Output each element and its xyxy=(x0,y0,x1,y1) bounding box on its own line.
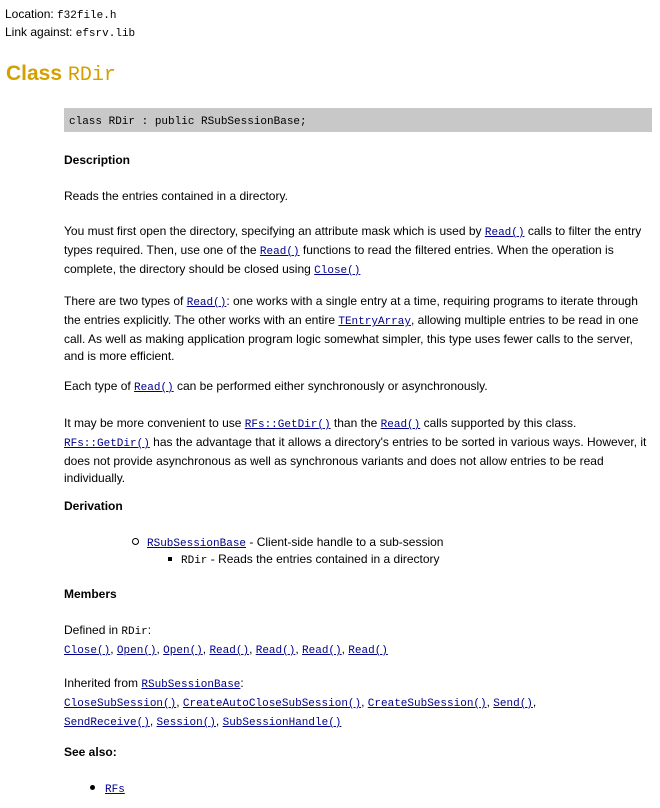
list-separator: , xyxy=(361,695,368,709)
inherited-member-link[interactable]: SubSessionHandle() xyxy=(222,717,342,729)
inherited-member-link[interactable]: CloseSubSession() xyxy=(64,698,177,710)
inherited-member-link[interactable]: SendReceive() xyxy=(64,717,150,729)
link-rfs-getdir[interactable]: RFs::GetDir() xyxy=(64,438,150,450)
see-also-list xyxy=(90,780,660,799)
title-class-name: RDir xyxy=(67,64,116,87)
link-against-lib: efsrv.lib xyxy=(75,28,136,40)
list-separator: , xyxy=(176,695,183,709)
inherited-member-links-row2 xyxy=(64,713,652,732)
link-rsubsessionbase[interactable]: RSubSessionBase xyxy=(147,538,247,550)
circle-bullet-icon xyxy=(132,538,139,545)
see-also-heading: See also: xyxy=(64,745,117,759)
inherited-from-label: Inherited from xyxy=(64,676,142,690)
link-read[interactable]: Read() xyxy=(186,297,227,309)
file-info xyxy=(5,6,135,42)
member-link[interactable]: Read() xyxy=(255,645,296,657)
p5-text-1: It may be more convenient to use xyxy=(64,416,245,430)
class-declaration: class RDir : public RSubSessionBase; xyxy=(69,116,307,128)
derivation-self-name: RDir xyxy=(181,555,208,567)
derivation-self-item xyxy=(168,551,440,570)
defined-in-class: RDir xyxy=(121,626,148,638)
list-separator: , xyxy=(110,642,117,656)
member-link[interactable]: Close() xyxy=(64,645,111,657)
derivation-self-desc: - Reads the entries contained in a directory xyxy=(207,552,440,566)
description-p1 xyxy=(64,188,652,205)
disc-bullet-icon xyxy=(90,785,95,790)
inherited-member-links-row1 xyxy=(64,694,652,713)
defined-in-block xyxy=(64,622,652,660)
link-rsubsessionbase[interactable]: RSubSessionBase xyxy=(141,679,241,691)
inherited-member-link[interactable]: CreateAutoCloseSubSession() xyxy=(182,698,362,710)
link-against-line xyxy=(5,24,135,42)
members-heading: Members xyxy=(64,587,117,601)
list-separator: , xyxy=(341,642,349,656)
description-p2 xyxy=(64,223,652,280)
list-separator: , xyxy=(215,714,223,728)
p2-text-2: calls to filter the entry types required. Then, use one of the xyxy=(64,224,642,257)
list-separator: , xyxy=(149,714,157,728)
defined-in-label: Defined in xyxy=(64,623,122,637)
p3-text-2: : one works with a single entry at a time, requiring programs to iterate through the entries explicitly. The other works with an entire xyxy=(64,294,638,327)
description-p4 xyxy=(64,378,652,397)
member-link[interactable]: Open() xyxy=(116,645,157,657)
p3-text-3: , allowing multiple entries to be read in one call. As well as making application program logic somewhat simpler, this type uses fewer calls to the server, and is more efficient. xyxy=(64,313,639,363)
inherited-member-link[interactable]: Session() xyxy=(156,717,216,729)
member-link[interactable]: Read() xyxy=(302,645,342,657)
members-heading-block xyxy=(64,587,652,601)
see-also-item xyxy=(90,780,660,799)
description-heading: Description xyxy=(64,153,131,167)
p5-text-4: has the advantage that it allows a directory's entries to be sorted in various ways. However, it does not provide asynchronous as well as synchronous variants and does not allow entries to be read individually. xyxy=(64,435,647,485)
p4-text-1: Each type of xyxy=(64,379,135,393)
location-file: f32file.h xyxy=(57,10,117,22)
p3-text-1: There are two types of xyxy=(64,294,187,308)
inherited-member-link[interactable]: Send() xyxy=(493,698,533,710)
description-p5 xyxy=(64,415,652,487)
p4-text-2: can be performed either synchronously or asynchronously. xyxy=(173,379,488,393)
list-separator: , xyxy=(249,642,256,656)
link-read[interactable]: Read() xyxy=(484,227,525,239)
list-separator: , xyxy=(156,642,164,656)
member-link[interactable]: Read() xyxy=(348,645,388,657)
defined-member-links xyxy=(64,641,652,660)
p2-text-1: You must first open the directory, specifying an attribute mask which is used by xyxy=(64,224,485,238)
list-separator: , xyxy=(532,695,537,709)
link-read[interactable]: Read() xyxy=(134,382,174,394)
description-p1-text: Reads the entries contained in a directory. xyxy=(64,189,288,203)
derivation-heading-block xyxy=(64,499,652,513)
member-link[interactable]: Open() xyxy=(163,645,203,657)
square-bullet-icon xyxy=(168,557,172,561)
list-separator: , xyxy=(202,642,210,656)
inherited-member-link[interactable]: CreateSubSession() xyxy=(367,698,487,710)
derivation-heading: Derivation xyxy=(64,499,123,513)
link-read[interactable]: Read() xyxy=(259,246,300,258)
p2-text-3: functions to read the filtered entries. When the operation is complete, the directory should be closed using xyxy=(64,243,614,276)
defined-in-colon: : xyxy=(147,623,152,637)
link-close[interactable]: Close() xyxy=(314,265,361,277)
location-line xyxy=(5,6,135,24)
inherited-from-block xyxy=(64,675,652,732)
link-tentryarray[interactable]: TEntryArray xyxy=(338,316,411,328)
link-rfs-getdir[interactable]: RFs::GetDir() xyxy=(244,419,331,431)
see-also-heading-block xyxy=(64,745,652,759)
description-heading-block xyxy=(64,153,652,167)
location-label: Location: xyxy=(5,7,54,21)
member-link[interactable]: Read() xyxy=(209,645,250,657)
p5-text-3: calls supported by this class. xyxy=(420,416,577,430)
description-p3 xyxy=(64,293,652,365)
title-prefix: Class xyxy=(6,62,63,85)
derivation-base-desc: - Client-side handle to a sub-session xyxy=(246,535,444,549)
class-declaration-box xyxy=(64,108,652,132)
p5-text-2: than the xyxy=(330,416,381,430)
inherited-from-colon: : xyxy=(240,676,244,690)
link-against-label: Link against: xyxy=(5,25,73,39)
link-read[interactable]: Read() xyxy=(380,419,421,431)
list-separator: , xyxy=(295,642,303,656)
main-content xyxy=(64,108,652,796)
page-title xyxy=(6,60,116,90)
link-rfs[interactable]: RFs xyxy=(105,784,125,796)
list-separator: , xyxy=(486,695,494,709)
